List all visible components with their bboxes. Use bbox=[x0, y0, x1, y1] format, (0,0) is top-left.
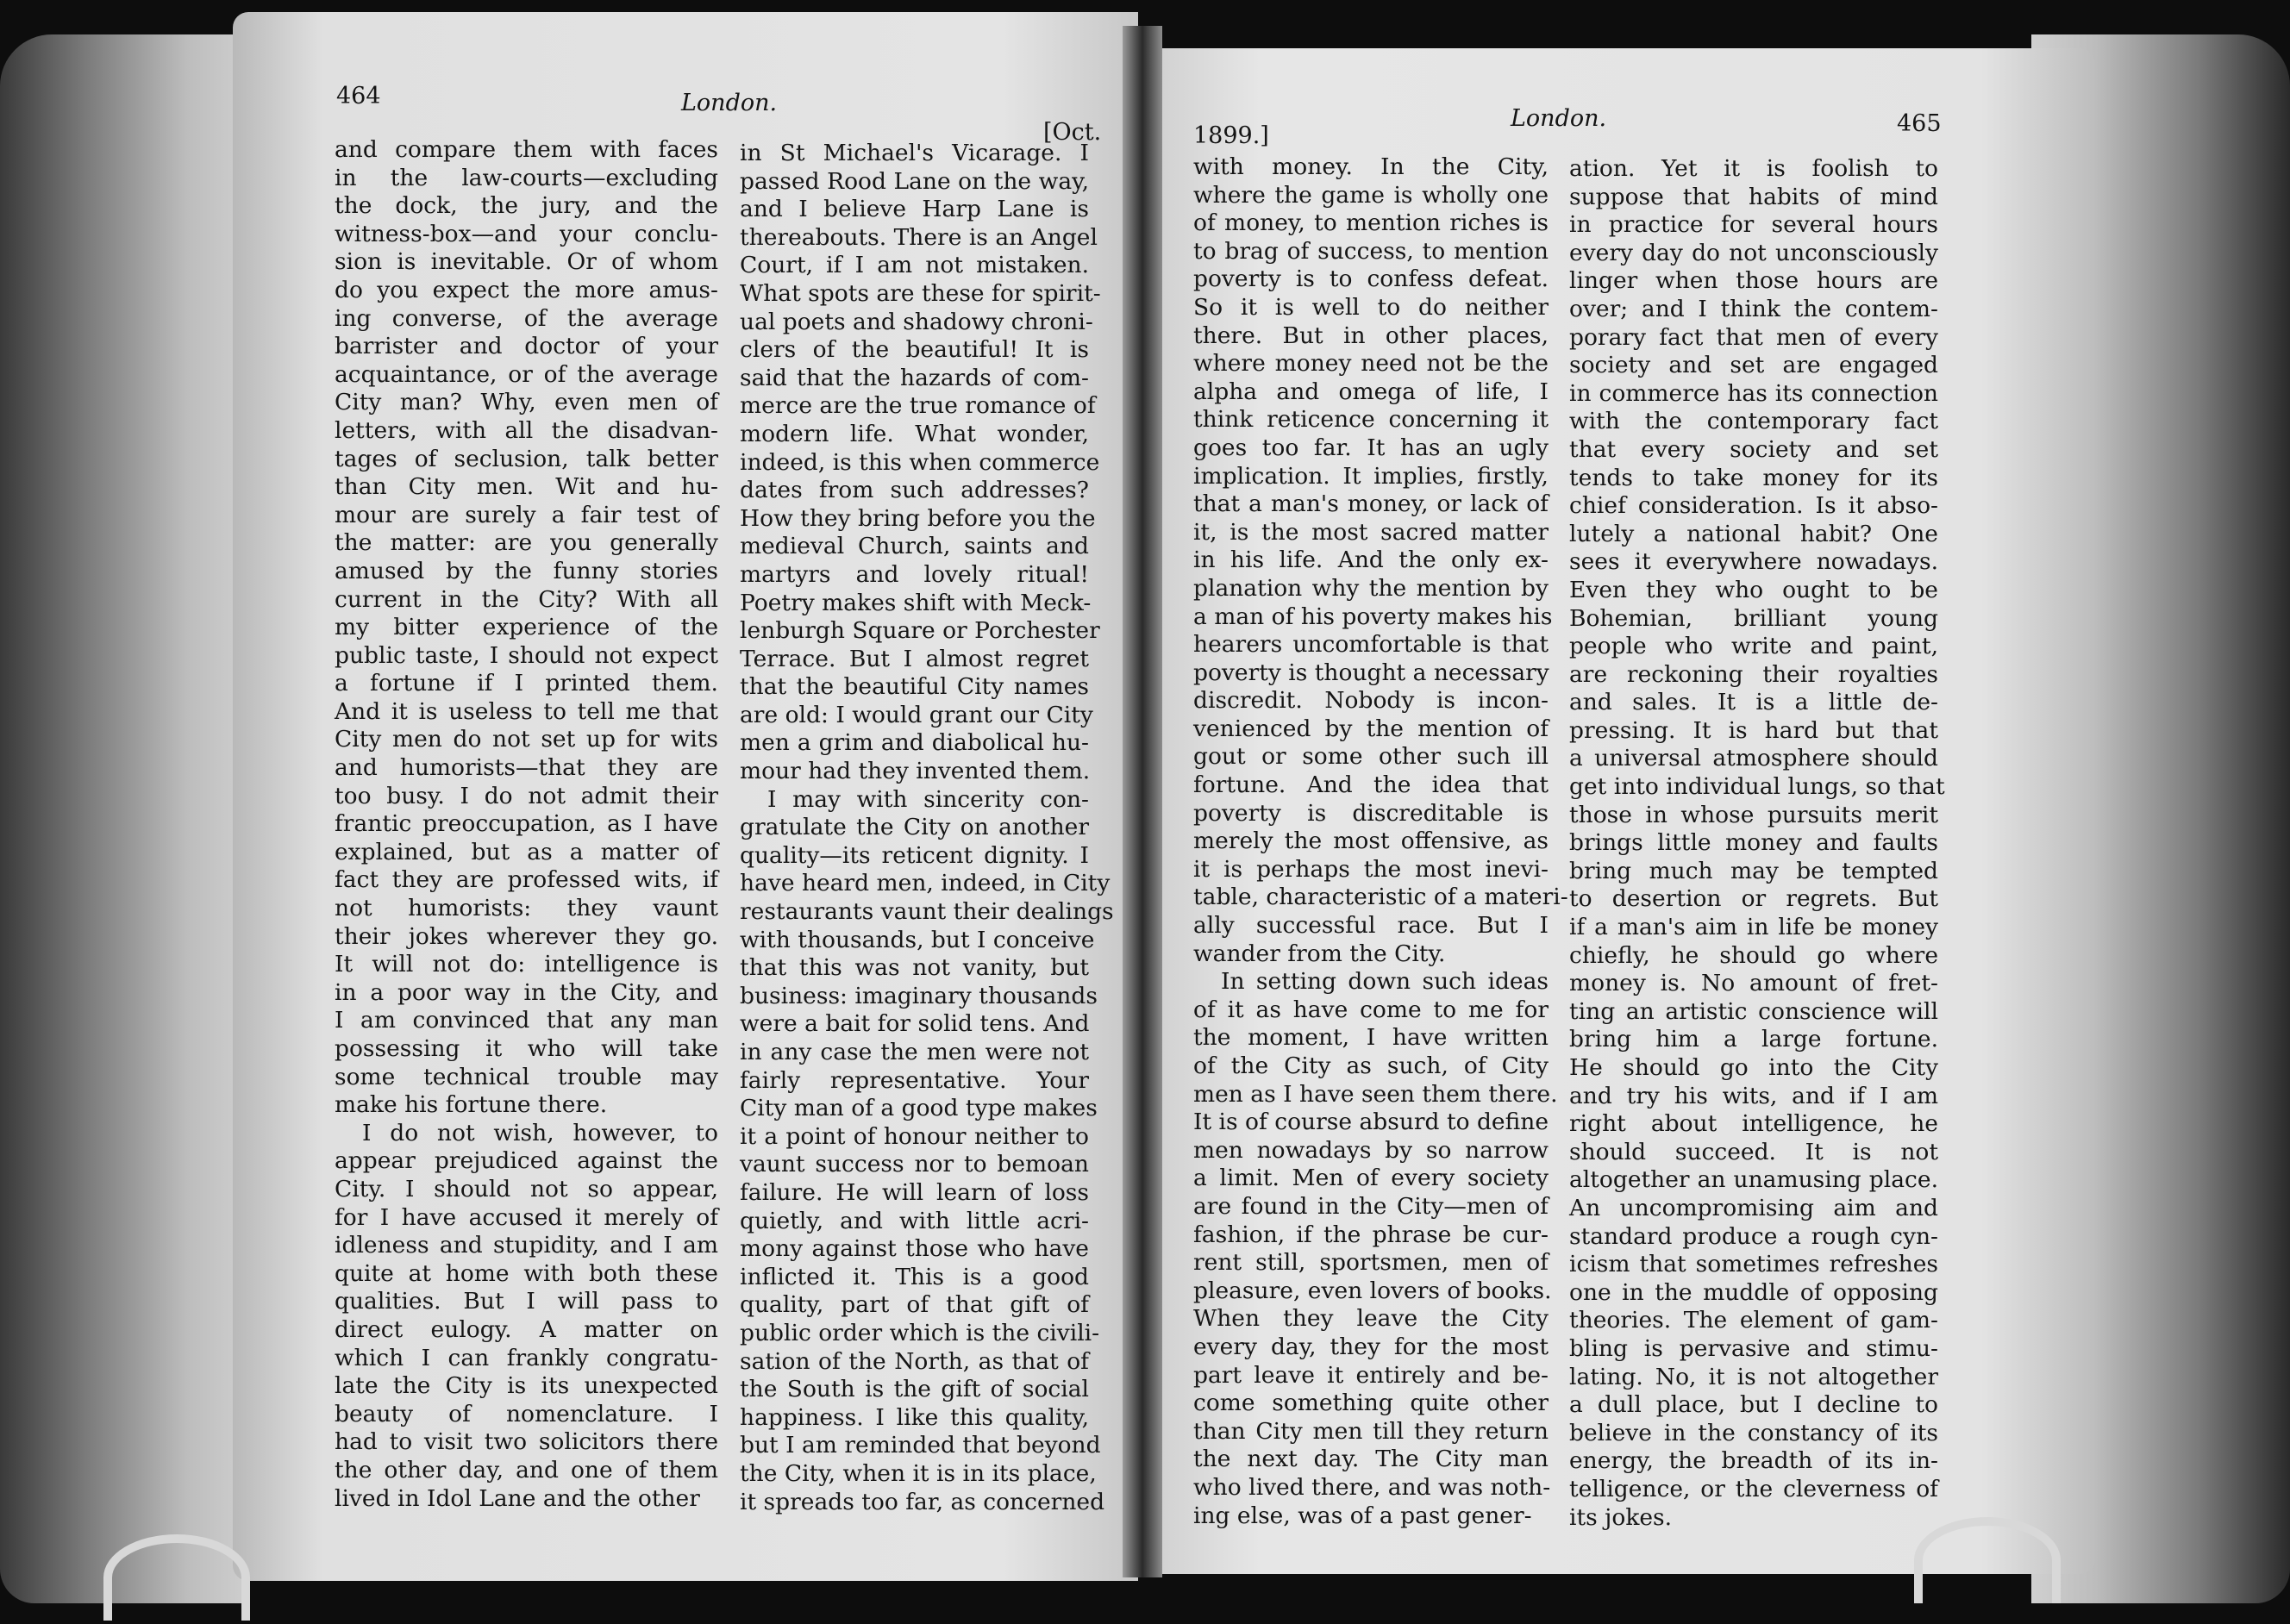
text-line: pleasure, even lovers of books. bbox=[1193, 1277, 1552, 1304]
text-line: fortune. And the idea that bbox=[1193, 771, 1549, 799]
text-line: ation. Yet it is foolish to bbox=[1569, 155, 1938, 182]
text-line: it, is the most sacred matter bbox=[1193, 518, 1549, 546]
text-line: hearers uncomfortable is that bbox=[1193, 631, 1549, 659]
text-line: wander from the City. bbox=[1193, 940, 1446, 967]
text-line: mour are surely a fair test of bbox=[335, 501, 718, 528]
text-line: of it as have come to me for bbox=[1193, 996, 1549, 1023]
text-line: get into individual lungs, so that bbox=[1569, 773, 1945, 801]
text-line: idleness and stupidity, and I am bbox=[335, 1232, 718, 1259]
text-line: a man of his poverty makes his bbox=[1193, 603, 1553, 630]
text-line: explained, but as a matter of bbox=[335, 838, 718, 865]
text-line: and sales. It is a little de- bbox=[1569, 689, 1938, 716]
text-line: the City, when it is in its place, bbox=[740, 1459, 1097, 1487]
text-line: fashion, if the phrase be cur- bbox=[1193, 1221, 1549, 1248]
text-line: it is perhaps the most inevi- bbox=[1193, 855, 1549, 883]
text-line: right about intelligence, he bbox=[1569, 1110, 1938, 1138]
text-line: in the law-courts—excluding bbox=[335, 164, 718, 191]
text-line: said that the hazards of com- bbox=[740, 364, 1089, 391]
text-line: table, characteristic of a materi- bbox=[1193, 884, 1568, 911]
text-line: a limit. Men of every society bbox=[1193, 1165, 1549, 1192]
left-page-edges bbox=[0, 34, 250, 1603]
left-column-1 bbox=[335, 136, 718, 1513]
text-line: mour had they invented them. bbox=[740, 758, 1091, 785]
text-line: but I am reminded that beyond bbox=[740, 1432, 1101, 1459]
text-line: in a poor way in the City, and bbox=[335, 978, 718, 1006]
text-line: linger when those hours are bbox=[1569, 267, 1938, 295]
text-line: martyrs and lovely ritual! bbox=[740, 560, 1089, 588]
text-line: ing converse, of the average bbox=[335, 304, 718, 332]
text-line: beauty of nomenclature. I bbox=[335, 1400, 718, 1427]
text-line: every day, they for the most bbox=[1193, 1333, 1549, 1360]
text-line: An uncompromising aim and bbox=[1569, 1194, 1938, 1221]
text-line: that every society and set bbox=[1569, 435, 1938, 463]
text-line: energy, the breadth of its in- bbox=[1569, 1447, 1938, 1475]
right-column-2 bbox=[1569, 155, 1945, 1532]
text-line: there. But in other places, bbox=[1193, 322, 1549, 349]
text-line: that a man's money, or lack of bbox=[1193, 490, 1549, 518]
text-line: my bitter experience of the bbox=[335, 614, 718, 641]
text-line: poverty is to confess defeat. bbox=[1193, 265, 1549, 293]
text-line: fact they are professed wits, if bbox=[335, 866, 718, 894]
text-line: theories. The element of gam- bbox=[1569, 1307, 1938, 1334]
text-line: to brag of success, to mention bbox=[1193, 237, 1549, 265]
text-line: that the beautiful City names bbox=[740, 673, 1089, 701]
text-line: City men do not set up for wits bbox=[335, 726, 718, 753]
text-line: those in whose pursuits merit bbox=[1569, 801, 1938, 828]
text-line: in commerce has its connection bbox=[1569, 379, 1938, 407]
text-line: and try his wits, and if I am bbox=[1569, 1082, 1938, 1109]
text-line: a fortune if I printed them. bbox=[335, 670, 718, 697]
text-line: letters, with all the disadvan- bbox=[335, 416, 718, 444]
text-line: some technical trouble may bbox=[335, 1063, 718, 1090]
text-line: venienced by the mention of bbox=[1193, 715, 1549, 742]
left-column-2 bbox=[740, 140, 1114, 1516]
text-line: What spots are these for spirit- bbox=[740, 279, 1101, 307]
text-line: quietly, and with little acri- bbox=[740, 1207, 1089, 1234]
text-line: In setting down such ideas bbox=[1221, 968, 1549, 996]
text-line: that this was not vanity, but bbox=[740, 954, 1089, 982]
text-line: current in the City? With all bbox=[335, 585, 718, 613]
text-line: society and set are engaged bbox=[1569, 352, 1938, 379]
text-line: Poetry makes shift with Meck- bbox=[740, 589, 1092, 616]
left-page-number: 464 bbox=[336, 83, 381, 109]
text-line: and humorists—that they are bbox=[335, 754, 718, 782]
text-line: gout or some other such ill bbox=[1193, 743, 1549, 771]
text-line: porary fact that men of every bbox=[1569, 323, 1938, 351]
text-line: discredit. Nobody is incon- bbox=[1193, 687, 1549, 715]
text-line: I am convinced that any man bbox=[335, 1007, 718, 1034]
text-line: He should go into the City bbox=[1569, 1054, 1938, 1081]
text-line: barrister and doctor of your bbox=[335, 333, 718, 360]
text-line: altogether an unamusing place. bbox=[1569, 1166, 1938, 1194]
text-line: City man? Why, even men of bbox=[335, 389, 718, 416]
text-line: gratulate the City on another bbox=[740, 814, 1089, 841]
text-line: the next day. The City man bbox=[1193, 1446, 1549, 1473]
text-line: I do not wish, however, to bbox=[362, 1119, 718, 1146]
text-line: part leave it entirely and be- bbox=[1193, 1361, 1549, 1389]
text-line: a universal atmosphere should bbox=[1569, 745, 1938, 772]
text-line: indeed, is this when commerce bbox=[740, 448, 1100, 476]
text-line: it a point of honour neither to bbox=[740, 1122, 1089, 1150]
text-line: where the game is wholly one bbox=[1193, 181, 1549, 209]
text-line: telligence, or the cleverness of bbox=[1569, 1475, 1938, 1502]
text-line: with the contemporary fact bbox=[1569, 408, 1938, 435]
text-line: brings little money and faults bbox=[1569, 829, 1938, 857]
text-line: the South is the gift of social bbox=[740, 1376, 1089, 1403]
text-line: are found in the City—men of bbox=[1193, 1192, 1549, 1220]
text-line: people who write and paint, bbox=[1569, 633, 1938, 660]
text-line: fairly representative. Your bbox=[740, 1066, 1089, 1094]
text-line: alpha and omega of life, I bbox=[1193, 378, 1549, 405]
text-line: men as I have seen them there. bbox=[1193, 1080, 1558, 1108]
text-line: icism that sometimes refreshes bbox=[1569, 1251, 1938, 1278]
right-column-1 bbox=[1193, 153, 1568, 1530]
text-line: qualities. But I will pass to bbox=[335, 1288, 718, 1315]
text-line: clers of the beautiful! It is bbox=[740, 336, 1089, 364]
text-line: ing else, was of a past gener- bbox=[1193, 1502, 1532, 1529]
text-line: in St Michael's Vicarage. I bbox=[740, 140, 1089, 166]
text-line: to desertion or regrets. But bbox=[1569, 885, 1938, 913]
text-line: It will not do: intelligence is bbox=[335, 951, 718, 978]
right-date-tag: 1899.] bbox=[1193, 122, 1269, 149]
text-line: too busy. I do not admit their bbox=[335, 782, 718, 809]
text-line: Bohemian, brilliant young bbox=[1569, 604, 1938, 632]
text-line: vaunt success nor to bemoan bbox=[740, 1151, 1089, 1178]
text-line: lenburgh Square or Porchester bbox=[740, 617, 1100, 645]
book-gutter bbox=[1123, 26, 1162, 1577]
text-line: of money, to mention riches is bbox=[1193, 209, 1549, 237]
text-line: frantic preoccupation, as I have bbox=[335, 810, 718, 838]
text-line: ual poets and shadowy chroni- bbox=[740, 308, 1093, 335]
right-page-number: 465 bbox=[1897, 110, 1942, 137]
text-line: who lived there, and was noth- bbox=[1193, 1473, 1551, 1501]
text-line: City man of a good type makes bbox=[740, 1095, 1098, 1122]
text-line: appear prejudiced against the bbox=[335, 1147, 718, 1175]
text-line: inflicted it. This is a good bbox=[740, 1263, 1089, 1290]
text-line: So it is well to do neither bbox=[1193, 293, 1549, 321]
text-line: dates from such addresses? bbox=[740, 477, 1089, 504]
text-line: amused by the funny stories bbox=[335, 557, 718, 584]
text-line: tends to take money for its bbox=[1569, 464, 1938, 491]
text-line: bling is pervasive and stimu- bbox=[1569, 1334, 1938, 1362]
text-line: Court, if I am not mistaken. bbox=[740, 252, 1089, 279]
text-line: every day do not unconsciously bbox=[1569, 239, 1938, 266]
text-line: a dull place, but I decline to bbox=[1569, 1391, 1938, 1419]
text-line: acquaintance, or of the average bbox=[335, 360, 718, 388]
text-line: sees it everywhere nowadays. bbox=[1569, 548, 1938, 576]
text-line: men nowadays by so narrow bbox=[1193, 1136, 1549, 1164]
text-line: have heard men, indeed, in City bbox=[740, 870, 1111, 897]
left-date-tag: [Oct. bbox=[1043, 119, 1102, 146]
text-line: with money. In the City, bbox=[1193, 153, 1549, 180]
text-line: the moment, I have written bbox=[1193, 1024, 1549, 1052]
text-line: quality—its reticent dignity. I bbox=[740, 841, 1089, 869]
text-line: How they bring before you the bbox=[740, 504, 1096, 532]
text-line: suppose that habits of mind bbox=[1569, 183, 1938, 210]
text-line: business: imaginary thousands bbox=[740, 982, 1098, 1009]
text-line: lating. No, it is not altogether bbox=[1569, 1363, 1938, 1390]
text-line: think reticence concerning it bbox=[1193, 406, 1549, 434]
text-line: with thousands, but I conceive bbox=[740, 926, 1095, 953]
text-line: Terrace. But I almost regret bbox=[740, 645, 1089, 672]
text-line: in any case the men were not bbox=[740, 1039, 1089, 1065]
text-line: direct eulogy. A matter on bbox=[335, 1315, 718, 1343]
text-line: bring much may be tempted bbox=[1569, 857, 1938, 884]
text-line: possessing it who will take bbox=[335, 1035, 718, 1062]
text-line: are reckoning their royalties bbox=[1569, 660, 1938, 688]
text-line: poverty is discreditable is bbox=[1193, 799, 1549, 827]
text-line: not humorists: they vaunt bbox=[335, 895, 718, 922]
text-line: restaurants vaunt their dealings bbox=[740, 898, 1114, 926]
text-line: poverty is thought a necessary bbox=[1193, 659, 1549, 686]
text-line: men a grim and diabolical hu- bbox=[740, 729, 1089, 757]
text-line: are old: I would grant our City bbox=[740, 701, 1093, 728]
text-line: were a bait for solid tens. And bbox=[740, 1010, 1090, 1038]
text-line: When they leave the City bbox=[1193, 1305, 1549, 1333]
text-line: where money need not be the bbox=[1193, 350, 1549, 378]
text-line: sion is inevitable. Or of whom bbox=[335, 248, 718, 276]
text-line: than City men. Wit and hu- bbox=[335, 473, 718, 501]
text-line: one in the muddle of opposing bbox=[1569, 1278, 1938, 1306]
text-line: in his life. And the only ex- bbox=[1193, 547, 1549, 574]
text-line: than City men till they return bbox=[1193, 1417, 1549, 1445]
text-line: chiefly, he should go where bbox=[1569, 941, 1938, 969]
text-line: quality, part of that gift of bbox=[740, 1291, 1089, 1319]
text-line: had to visit two solicitors there bbox=[335, 1428, 718, 1456]
text-line: and compare them with faces bbox=[335, 136, 718, 163]
text-line: merce are the true romance of bbox=[740, 392, 1096, 420]
text-line: medieval Church, saints and bbox=[740, 533, 1089, 560]
page-clip-left bbox=[103, 1534, 250, 1621]
text-line: tages of seclusion, talk better bbox=[335, 445, 718, 472]
text-line: come something quite other bbox=[1193, 1390, 1549, 1417]
text-line: should succeed. It is not bbox=[1569, 1138, 1938, 1165]
text-line: And it is useless to tell me that bbox=[335, 697, 718, 725]
text-line: over; and I think the contem- bbox=[1569, 295, 1938, 322]
text-line: bring him a large fortune. bbox=[1569, 1026, 1938, 1053]
text-line: happiness. I like this quality, bbox=[740, 1403, 1089, 1431]
text-line: make his fortune there. bbox=[335, 1091, 608, 1119]
text-line: It is of course absurd to define bbox=[1193, 1109, 1549, 1136]
text-line: standard produce a rough cyn- bbox=[1569, 1222, 1938, 1250]
text-line: in practice for several hours bbox=[1569, 211, 1938, 239]
text-line: I may with sincerity con- bbox=[767, 785, 1089, 813]
text-line: believe in the constancy of its bbox=[1569, 1419, 1938, 1446]
text-line: failure. He will learn of loss bbox=[740, 1178, 1089, 1206]
text-line: the matter: are you generally bbox=[335, 529, 718, 557]
text-line: Even they who ought to be bbox=[1569, 576, 1938, 603]
text-line: witness-box—and your conclu- bbox=[335, 220, 718, 247]
text-line: thereabouts. There is an Angel bbox=[740, 223, 1098, 251]
text-line: money is. No amount of fret- bbox=[1569, 970, 1938, 997]
text-line: their jokes wherever they go. bbox=[335, 922, 718, 950]
right-running-title: London. bbox=[1511, 105, 1607, 132]
text-line: passed Rood Lane on the way, bbox=[740, 167, 1089, 195]
text-line: late the City is its unexpected bbox=[335, 1372, 718, 1400]
text-line: modern life. What wonder, bbox=[740, 420, 1089, 447]
page-clip-right bbox=[1914, 1517, 2061, 1603]
text-line: the other day, and one of them bbox=[335, 1456, 718, 1483]
text-line: public order which is the civili- bbox=[740, 1319, 1100, 1346]
text-line: its jokes. bbox=[1569, 1503, 1673, 1531]
text-line: lutely a national habit? One bbox=[1569, 520, 1938, 547]
text-line: the dock, the jury, and the bbox=[335, 192, 718, 220]
text-line: mony against those who have bbox=[740, 1235, 1089, 1263]
text-line: which I can frankly congratu- bbox=[335, 1344, 718, 1371]
text-line: pressing. It is hard but that bbox=[1569, 716, 1938, 744]
text-line: lived in Idol Lane and the other bbox=[335, 1484, 700, 1512]
text-line: public taste, I should not expect bbox=[335, 641, 718, 669]
text-line: planation why the mention by bbox=[1193, 574, 1549, 602]
text-line: City. I should not so appear, bbox=[335, 1175, 718, 1202]
text-line: if a man's aim in life be money bbox=[1569, 914, 1938, 941]
text-line: ally successful race. But I bbox=[1193, 912, 1549, 940]
text-line: chief consideration. Is it abso- bbox=[1569, 492, 1938, 520]
text-line: rent still, sportsmen, men of bbox=[1193, 1249, 1549, 1277]
text-line: for I have accused it merely of bbox=[335, 1203, 718, 1231]
left-running-title: London. bbox=[681, 90, 778, 116]
text-line: implication. It implies, firstly, bbox=[1193, 462, 1549, 490]
text-line: quite at home with both these bbox=[335, 1259, 718, 1287]
text-line: goes too far. It has an ugly bbox=[1193, 434, 1549, 461]
text-line: of the City as such, of City bbox=[1193, 1052, 1549, 1079]
text-line: it spreads too far, as concerned bbox=[740, 1488, 1105, 1515]
text-line: and I believe Harp Lane is bbox=[740, 196, 1089, 223]
text-line: ting an artistic conscience will bbox=[1569, 997, 1938, 1025]
text-line: merely the most offensive, as bbox=[1193, 828, 1549, 855]
text-line: do you expect the more amus- bbox=[335, 276, 718, 303]
text-line: sation of the North, as that of bbox=[740, 1347, 1089, 1375]
